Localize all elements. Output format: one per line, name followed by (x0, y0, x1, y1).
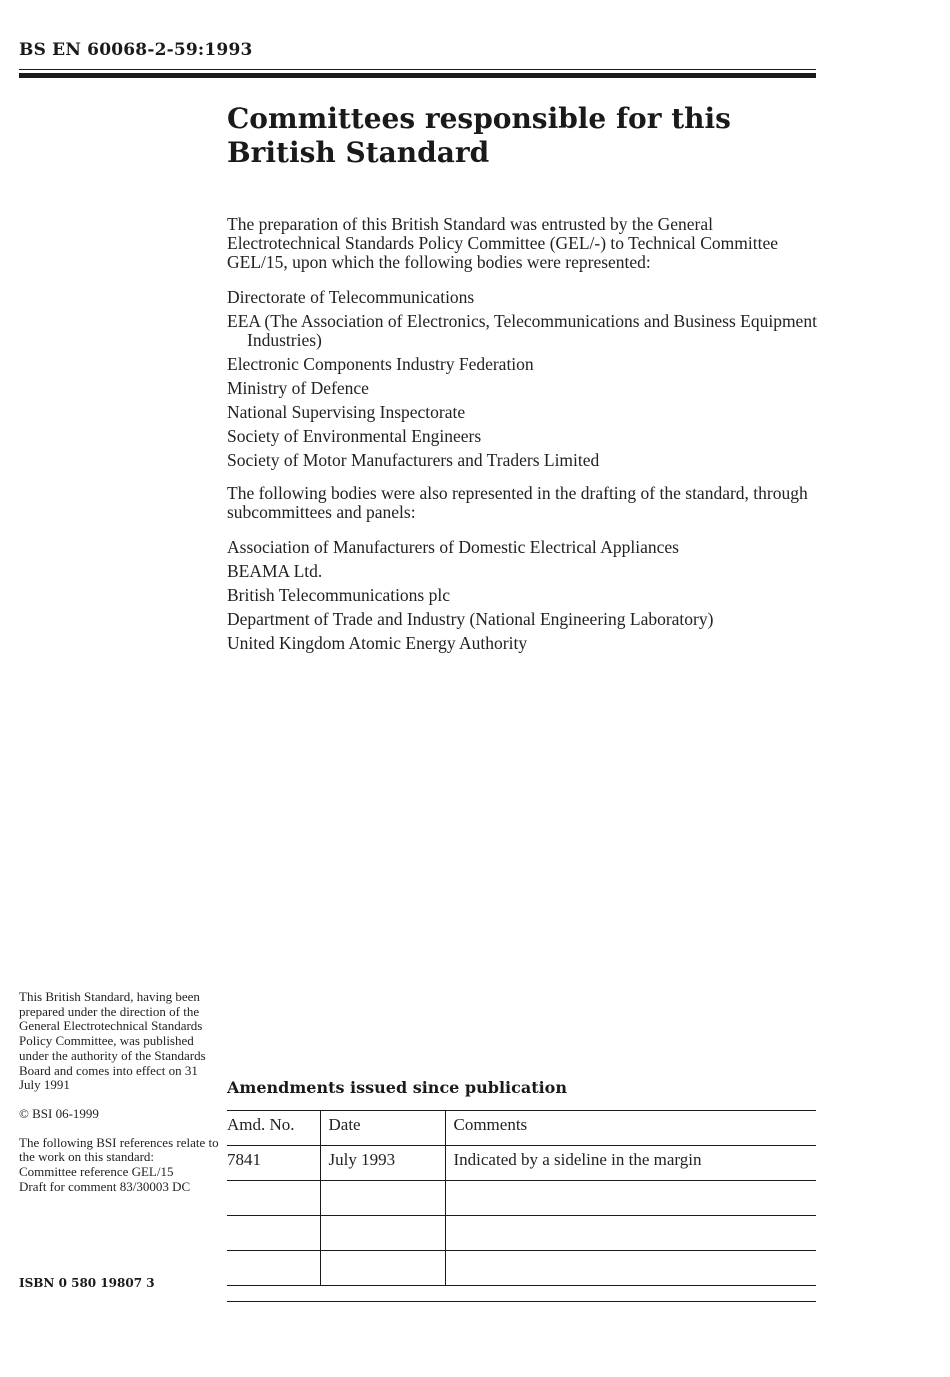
list-item: EEA (The Association of Electronics, Telecommunications and Business Equipment Industries) (227, 311, 817, 350)
cell-date (320, 1251, 445, 1286)
committee-reference: Committee reference GEL/15 (19, 1164, 174, 1180)
cell-amd-no: 7841 (227, 1146, 320, 1181)
list-item: Department of Trade and Industry (National Engineering Laboratory) (227, 609, 714, 629)
header-date: Date (320, 1111, 445, 1146)
header-rule-thick (19, 73, 816, 78)
table-row (227, 1251, 816, 1286)
list-item: Society of Motor Manufacturers and Traders Limited (227, 450, 600, 470)
committee-bodies-list (227, 288, 819, 475)
cell-amd-no (227, 1181, 320, 1216)
cell-date (320, 1216, 445, 1251)
isbn-number: ISBN 0 580 19807 3 (19, 1276, 155, 1290)
footer-rule (227, 1301, 816, 1302)
table-row (227, 1146, 816, 1181)
list-item: Electronic Components Industry Federation (227, 354, 534, 374)
amendments-table (227, 1110, 816, 1286)
list-item: British Telecommunications plc (227, 585, 450, 605)
header-amd-no: Amd. No. (227, 1111, 320, 1146)
list-item: Directorate of Telecommunications (227, 287, 475, 307)
cell-date (320, 1181, 445, 1216)
publication-sidebar (19, 990, 219, 1194)
list-item: United Kingdom Atomic Energy Authority (227, 633, 528, 653)
cell-amd-no (227, 1216, 320, 1251)
cell-comments (445, 1251, 816, 1286)
table-row (227, 1216, 816, 1251)
list-item: BEAMA Ltd. (227, 561, 323, 581)
page-title-line2: British Standard (227, 136, 490, 169)
list-item: Association of Manufacturers of Domestic Electrical Appliances (227, 537, 679, 557)
subcommittee-paragraph: The following bodies were also represented in the drafting of the standard, through subcommittees and panels: (227, 483, 808, 522)
cell-comments (445, 1216, 816, 1251)
header-comments: Comments (445, 1111, 816, 1146)
document-id: BS EN 60068-2-59:1993 (19, 40, 253, 60)
cell-comments: Indicated by a sideline in the margin (445, 1146, 816, 1181)
header-rule-thin (19, 69, 816, 70)
cell-comments (445, 1181, 816, 1216)
table-row (227, 1181, 816, 1216)
list-item: National Supervising Inspectorate (227, 402, 466, 422)
references-intro: The following BSI references relate to the work on this standard: (19, 1134, 219, 1165)
list-item: Society of Environmental Engineers (227, 426, 482, 446)
list-item: Ministry of Defence (227, 378, 369, 398)
copyright-notice: © BSI 06-1999 (19, 1105, 99, 1121)
cell-date: July 1993 (320, 1146, 445, 1181)
cell-amd-no (227, 1251, 320, 1286)
intro-paragraph: The preparation of this British Standard was entrusted by the General Electrotechnical Standards Policy Committee (GEL/-) to Technical Committee GEL/15, upon which the following bodies were represented: (227, 214, 779, 272)
draft-reference: Draft for comment 83/30003 DC (19, 1178, 191, 1194)
page-title (227, 102, 817, 170)
table-header-row (227, 1111, 816, 1146)
page-title-line1: Committees responsible for this (227, 102, 731, 135)
amendments-title: Amendments issued since publication (227, 1078, 567, 1097)
publication-note: This British Standard, having been prepared under the direction of the General Electrotechnical Standards Policy Committee, was published under the authority of the Standards Board and comes into effect on 31 July 1991 (19, 989, 206, 1093)
subcommittee-bodies-list (227, 538, 819, 658)
